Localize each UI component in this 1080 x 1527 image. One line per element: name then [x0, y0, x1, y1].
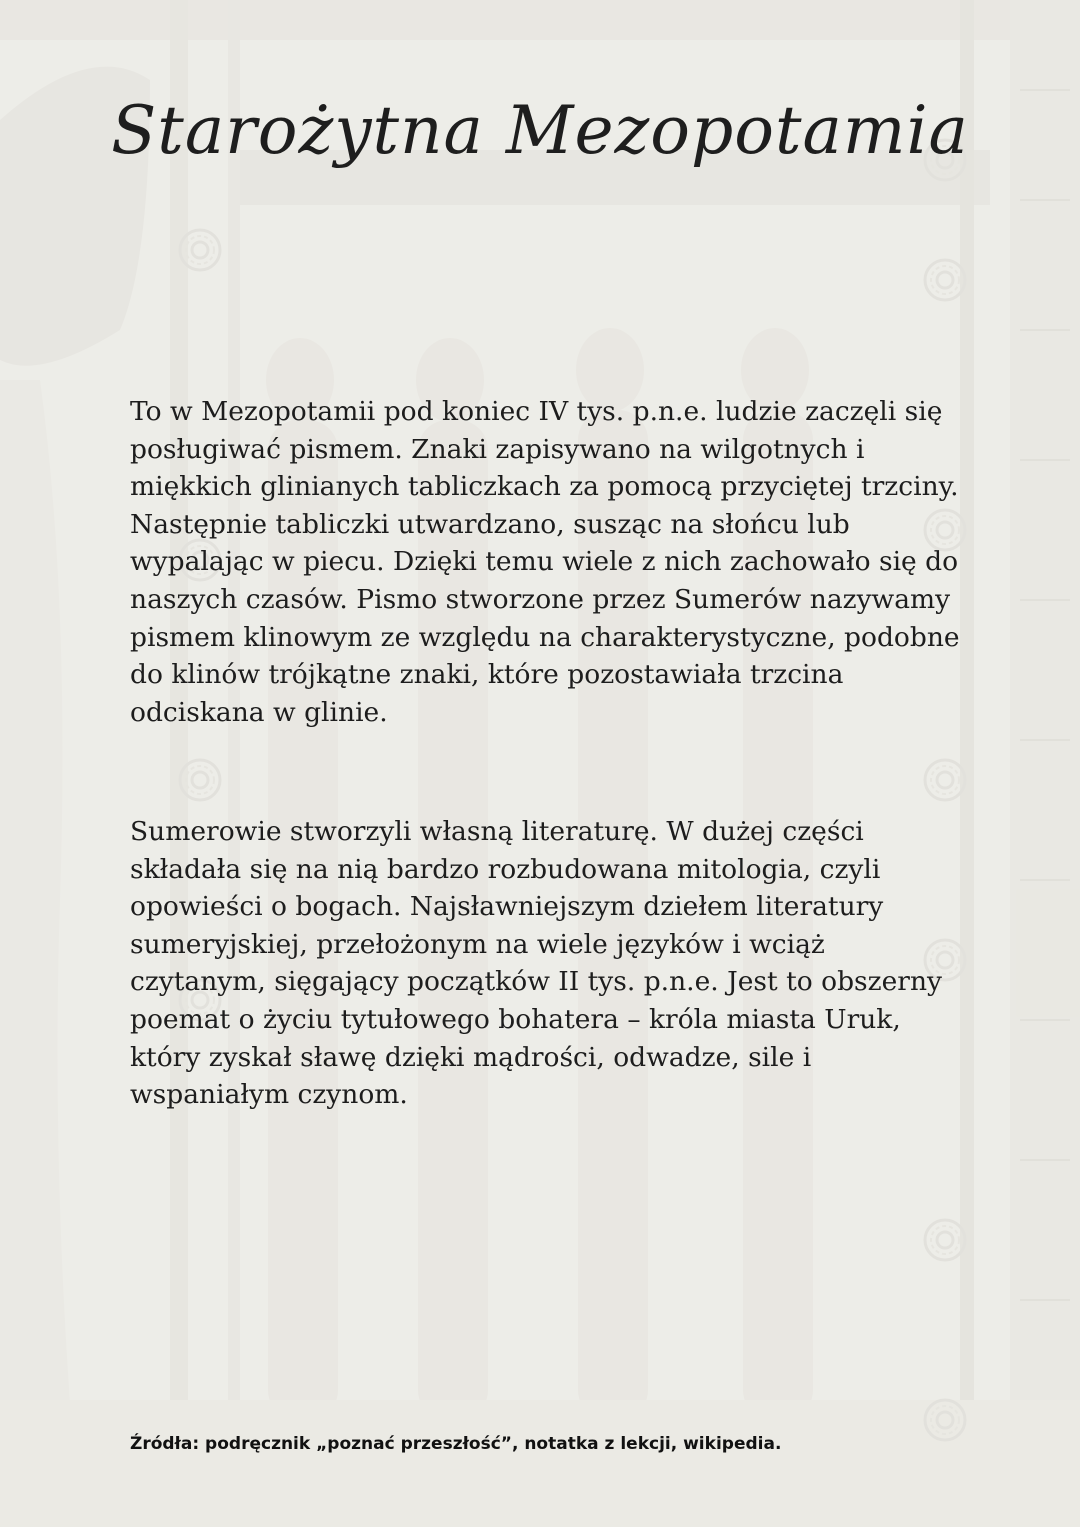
sources-note: Źródła: podręcznik „poznać przeszłość”, notatka z lekcji, wikipedia. — [130, 1434, 782, 1454]
page-title: Starożytna Mezopotamia — [111, 92, 969, 169]
paragraph-literature: Sumerowie stworzyli własną literaturę. W dużej części składała się na nią bardzo rozbudowana mitologia, czyli opowieści o bogach. Najsławniejszym dziełem literatury sumeryjskiej, przełożonym na wiele języków i wciąż czytanym, sięgający początków II tys. p.n.e. Jest to obszerny poemat o życiu tytułowego bohatera – króla miasta Uruk, który zyskał sławę dzięki mądrości, odwadze, sile i wspaniałym czynom. — [130, 816, 943, 1111]
paragraph-writing: To w Mezopotamii pod koniec IV tys. p.n.e. ludzie zaczęli się posługiwać pismem. Znaki zapisywano na wilgotnych i miękkich glinianych tabliczkach za pomocą przyciętej trzciny. Następnie tabliczki utwardzano, susząc na słońcu lub wypalając w piecu. Dzięki temu wiele z nich zachowało się do naszych czasów. Pismo stworzone przez Sumerów nazywamy pismem klinowym ze względu na charakterystyczne, podobne do klinów trójkątne znaki, które pozostawiała trzcina odciskana w glinie. — [130, 396, 960, 728]
